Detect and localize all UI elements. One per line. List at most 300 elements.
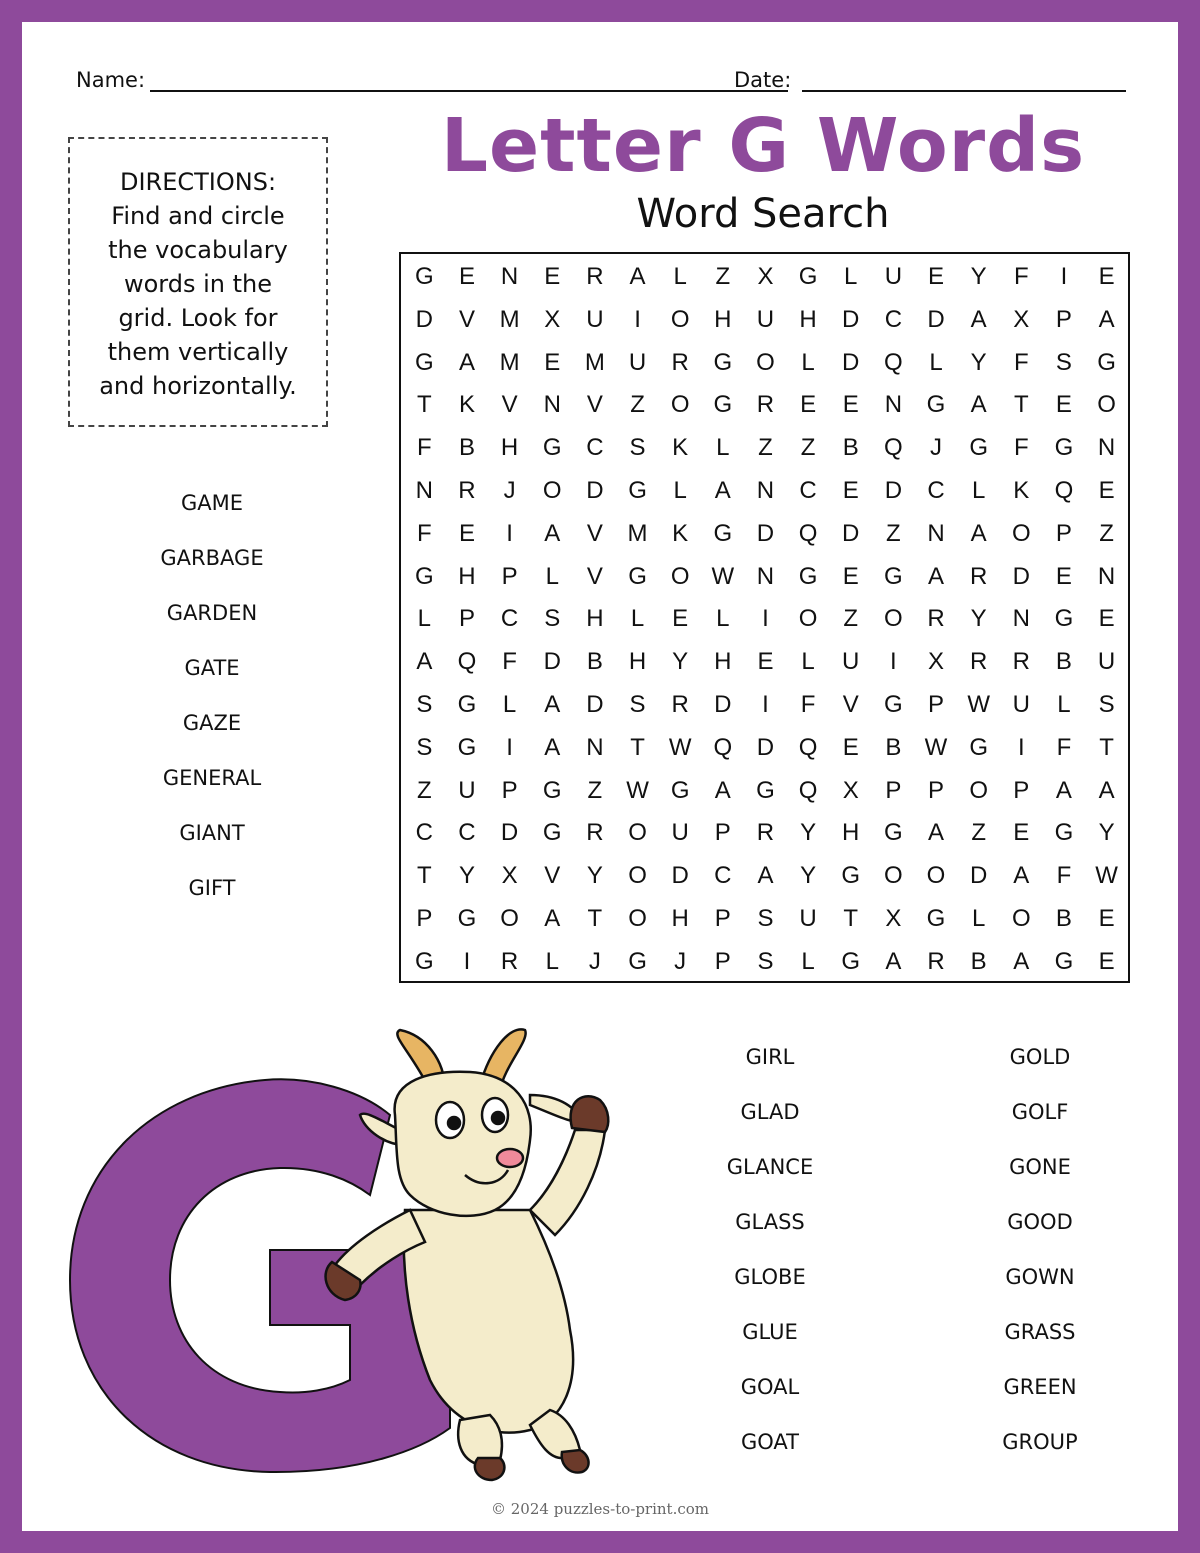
date-label: Date: xyxy=(734,68,792,92)
grid-cell[interactable]: I xyxy=(463,947,471,975)
word-search-grid xyxy=(399,252,1130,983)
grid-cell[interactable]: H xyxy=(458,562,476,590)
grid-cell[interactable]: P xyxy=(928,690,945,718)
grid-cell[interactable]: S xyxy=(757,904,774,932)
grid-cell[interactable]: V xyxy=(501,391,518,419)
grid-cell[interactable]: G xyxy=(414,947,434,975)
grid-cell[interactable]: P xyxy=(501,562,518,590)
grid-cell[interactable]: F xyxy=(1056,862,1072,890)
grid-cell[interactable]: P xyxy=(1055,305,1072,333)
grid-cell[interactable]: N xyxy=(884,391,903,419)
grid-cell[interactable]: G xyxy=(1054,947,1074,975)
grid-cell[interactable]: I xyxy=(762,605,769,633)
grid-cell[interactable]: C xyxy=(884,305,903,333)
grid-cell[interactable]: H xyxy=(671,904,689,932)
grid-cell[interactable]: G xyxy=(457,904,477,932)
grid-cell[interactable]: E xyxy=(544,263,561,290)
grid-cell[interactable]: E xyxy=(928,263,945,290)
grid-cell[interactable]: E xyxy=(1055,562,1072,590)
grid-cell[interactable]: D xyxy=(1012,562,1030,590)
grid-cell[interactable]: G xyxy=(713,391,733,419)
grid-cell[interactable]: W xyxy=(924,733,948,761)
grid-cell[interactable]: P xyxy=(501,776,518,804)
grid-cell[interactable]: G xyxy=(841,862,861,890)
word-list-item: GLUE xyxy=(742,1320,798,1344)
grid-cell[interactable]: E xyxy=(1098,263,1115,290)
grid-cell[interactable]: B xyxy=(1055,904,1072,932)
grid-cell[interactable]: A xyxy=(970,391,987,419)
grid-cell[interactable]: V xyxy=(586,391,603,419)
grid-cell[interactable]: N xyxy=(756,476,775,504)
grid-cell[interactable]: H xyxy=(628,648,647,676)
grid-cell[interactable]: S xyxy=(1098,690,1115,718)
grid-cell[interactable]: D xyxy=(756,733,775,761)
grid-cell[interactable]: K xyxy=(1013,476,1030,504)
grid-cell[interactable]: L xyxy=(801,348,815,376)
grid-cell[interactable]: A xyxy=(928,562,945,590)
grid-cell[interactable]: A xyxy=(885,947,902,975)
grid-cell[interactable]: N xyxy=(1097,562,1116,590)
grid-cell[interactable]: Y xyxy=(458,862,475,890)
grid-cell[interactable]: E xyxy=(842,562,859,590)
grid-cell[interactable]: Q xyxy=(1054,476,1074,504)
grid-cell[interactable]: E xyxy=(842,391,859,419)
grid-cell[interactable]: K xyxy=(672,519,689,547)
grid-cell[interactable]: E xyxy=(757,648,774,676)
grid-cell[interactable]: N xyxy=(927,519,945,547)
grid-cell[interactable]: R xyxy=(1012,648,1030,676)
grid-cell[interactable]: A xyxy=(970,305,987,333)
grid-cell[interactable]: G xyxy=(1054,434,1074,462)
grid-cell[interactable]: F xyxy=(1013,434,1029,462)
grid-cell[interactable]: L xyxy=(844,263,858,290)
grid-cell[interactable]: Y xyxy=(970,605,987,633)
grid-cell[interactable]: U xyxy=(1097,648,1116,676)
grid-cell[interactable]: R xyxy=(927,605,945,633)
grid-cell[interactable]: H xyxy=(842,819,860,847)
grid-cell[interactable]: E xyxy=(842,476,859,504)
grid-cell[interactable]: H xyxy=(586,605,604,633)
copyright-footer: © 2024 puzzles-to-print.com xyxy=(490,1500,710,1518)
grid-cell[interactable]: G xyxy=(969,733,988,761)
grid-cell[interactable]: R xyxy=(969,562,988,590)
grid-cell[interactable]: C xyxy=(927,476,945,504)
grid-cell[interactable]: O xyxy=(1097,391,1116,419)
grid-cell[interactable]: N xyxy=(500,263,519,290)
grid-cell[interactable]: I xyxy=(890,648,897,676)
grid-cell[interactable]: R xyxy=(586,263,604,290)
grid-cell[interactable]: B xyxy=(458,434,475,462)
grid-cell[interactable]: T xyxy=(1099,733,1114,761)
grid-cell[interactable]: Y xyxy=(672,648,689,676)
grid-cell[interactable]: G xyxy=(542,776,562,804)
grid-cell[interactable]: Y xyxy=(800,862,817,890)
grid-cell[interactable]: Z xyxy=(843,605,859,633)
grid-cell[interactable]: L xyxy=(801,947,815,975)
grid-cell[interactable]: E xyxy=(544,348,561,376)
grid-cell[interactable]: R xyxy=(756,819,775,847)
grid-cell[interactable]: Z xyxy=(1099,519,1114,547)
grid-cell[interactable]: P xyxy=(714,947,731,975)
grid-cell[interactable]: C xyxy=(586,434,604,462)
grid-cell[interactable]: G xyxy=(628,476,647,504)
grid-cell[interactable]: D xyxy=(671,862,689,890)
grid-cell[interactable]: W xyxy=(626,776,649,804)
grid-cell[interactable]: J xyxy=(588,947,601,975)
grid-cell[interactable]: Y xyxy=(970,263,987,290)
grid-cell[interactable]: G xyxy=(841,947,861,975)
grid-cell[interactable]: O xyxy=(756,348,775,376)
grid-cell[interactable]: I xyxy=(762,690,769,718)
grid-cell[interactable]: G xyxy=(926,391,946,419)
grid-cell[interactable]: B xyxy=(885,733,902,761)
grid-cell[interactable]: M xyxy=(627,519,648,547)
grid-cell[interactable]: B xyxy=(586,648,603,676)
grid-cell[interactable]: F xyxy=(1013,263,1029,290)
grid-cell[interactable]: L xyxy=(971,476,986,504)
grid-cell[interactable]: U xyxy=(842,648,860,676)
grid-cell[interactable]: A xyxy=(928,819,945,847)
letter-g-goat-icon xyxy=(60,1010,660,1490)
grid-cell[interactable]: M xyxy=(584,348,605,376)
grid-cell[interactable]: S xyxy=(629,434,646,462)
grid-cell[interactable]: A xyxy=(1098,776,1115,804)
grid-cell[interactable]: I xyxy=(506,733,513,761)
grid-cell[interactable]: G xyxy=(457,733,477,761)
grid-cell[interactable]: Z xyxy=(886,519,901,547)
grid-cell[interactable]: Q xyxy=(798,519,818,547)
grid-cell[interactable]: X xyxy=(1013,305,1030,333)
word-list-item: GOOD xyxy=(1007,1210,1073,1234)
grid-cell[interactable]: U xyxy=(799,904,817,932)
grid-cell[interactable]: Z xyxy=(971,819,986,847)
grid-cell[interactable]: A xyxy=(544,519,561,547)
grid-cell[interactable]: F xyxy=(800,690,816,718)
grid-cell[interactable]: O xyxy=(926,862,946,890)
grid-cell[interactable]: Y xyxy=(586,862,603,890)
grid-cell[interactable]: F xyxy=(416,519,432,547)
grid-cell[interactable]: N xyxy=(1012,605,1030,633)
grid-cell[interactable]: F xyxy=(416,434,432,462)
grid-cell[interactable]: A xyxy=(714,476,731,504)
grid-cell[interactable]: E xyxy=(458,519,475,547)
grid-cell[interactable]: E xyxy=(1055,391,1072,419)
grid-cell[interactable]: G xyxy=(457,690,477,718)
grid-cell[interactable]: G xyxy=(884,562,903,590)
grid-cell[interactable]: O xyxy=(670,391,690,419)
grid-cell[interactable]: D xyxy=(842,348,860,376)
grid-cell[interactable]: C xyxy=(458,819,476,847)
grid-cell[interactable]: N xyxy=(415,476,433,504)
grid-cell[interactable]: F xyxy=(1056,733,1072,761)
grid-cell[interactable]: V xyxy=(842,690,859,718)
grid-cell[interactable]: Q xyxy=(798,733,818,761)
grid-cell[interactable]: X xyxy=(757,263,774,290)
grid-cell[interactable]: Q xyxy=(457,648,477,676)
grid-cell[interactable]: G xyxy=(713,348,733,376)
grid-cell[interactable]: C xyxy=(415,819,433,847)
grid-cell[interactable]: B xyxy=(842,434,859,462)
grid-cell[interactable]: X xyxy=(885,904,902,932)
grid-cell[interactable]: P xyxy=(416,904,433,932)
grid-cell[interactable]: G xyxy=(670,776,690,804)
grid-cell[interactable]: C xyxy=(714,862,732,890)
grid-cell[interactable]: H xyxy=(714,305,732,333)
grid-cell[interactable]: P xyxy=(1013,776,1030,804)
grid-cell[interactable]: G xyxy=(628,947,647,975)
grid-cell[interactable]: P xyxy=(1055,519,1072,547)
grid-cell[interactable]: M xyxy=(499,348,520,376)
grid-cell[interactable]: C xyxy=(500,605,519,633)
word-list-item: GAME xyxy=(180,491,244,515)
grid-cell[interactable]: V xyxy=(544,862,561,890)
grid-cell[interactable]: D xyxy=(586,690,604,718)
grid-cell[interactable]: H xyxy=(799,305,817,333)
grid-cell[interactable]: V xyxy=(586,562,603,590)
grid-cell[interactable]: R xyxy=(927,947,945,975)
grid-cell[interactable]: W xyxy=(1095,862,1118,890)
grid-cell[interactable]: B xyxy=(1055,648,1072,676)
grid-cell[interactable]: Q xyxy=(884,434,903,462)
grid-cell[interactable]: A xyxy=(544,690,561,718)
grid-cell[interactable]: K xyxy=(672,434,689,462)
grid-cell[interactable]: S xyxy=(544,605,561,633)
grid-cell[interactable]: A xyxy=(458,348,475,376)
grid-cell[interactable]: I xyxy=(1017,733,1025,761)
grid-cell[interactable]: U xyxy=(628,348,647,376)
grid-cell[interactable]: D xyxy=(969,862,988,890)
grid-cell[interactable]: L xyxy=(417,605,431,633)
grid-cell[interactable]: O xyxy=(542,476,562,504)
grid-cell[interactable]: E xyxy=(842,733,859,761)
grid-cell[interactable]: X xyxy=(544,305,561,333)
grid-cell[interactable]: W xyxy=(967,690,990,718)
grid-cell[interactable]: L xyxy=(929,348,943,376)
grid-cell[interactable]: E xyxy=(672,605,689,633)
grid-cell[interactable]: L xyxy=(502,690,517,718)
grid-cell[interactable]: M xyxy=(499,305,520,333)
grid-cell[interactable]: G xyxy=(756,776,775,804)
grid-cell[interactable]: L xyxy=(545,562,559,590)
grid-cell[interactable]: Y xyxy=(970,348,987,376)
grid-cell[interactable]: T xyxy=(416,862,432,890)
grid-cell[interactable]: O xyxy=(1011,904,1031,932)
grid-cell[interactable]: A xyxy=(629,263,646,290)
grid-cell[interactable]: W xyxy=(711,562,735,590)
grid-cell[interactable]: P xyxy=(458,605,475,633)
grid-cell[interactable]: P xyxy=(714,904,731,932)
grid-cell[interactable]: A xyxy=(1013,862,1030,890)
grid-cell[interactable]: F xyxy=(1013,348,1029,376)
grid-cell[interactable]: L xyxy=(673,476,687,504)
grid-cell[interactable]: I xyxy=(634,305,641,333)
grid-cell[interactable]: D xyxy=(842,305,860,333)
grid-cell[interactable]: O xyxy=(670,562,690,590)
grid-cell[interactable]: D xyxy=(884,476,903,504)
grid-cell[interactable]: A xyxy=(1055,776,1072,804)
grid-cell[interactable]: G xyxy=(414,263,434,290)
grid-cell[interactable]: O xyxy=(500,904,519,932)
name-field[interactable] xyxy=(150,90,788,92)
grid-cell[interactable]: A xyxy=(970,519,987,547)
grid-cell[interactable]: I xyxy=(506,519,513,547)
grid-cell[interactable]: G xyxy=(1054,605,1074,633)
grid-cell[interactable]: L xyxy=(716,605,730,633)
grid-cell[interactable]: L xyxy=(1057,690,1071,718)
grid-cell[interactable]: R xyxy=(969,648,988,676)
grid-cell[interactable]: S xyxy=(629,690,646,718)
grid-cell[interactable]: O xyxy=(628,819,647,847)
grid-cell[interactable]: V xyxy=(586,519,603,547)
grid-cell[interactable]: D xyxy=(415,305,433,333)
grid-cell[interactable]: L xyxy=(673,263,687,290)
grid-cell[interactable]: V xyxy=(458,305,475,333)
grid-cell[interactable]: Q xyxy=(713,733,733,761)
grid-cell[interactable]: O xyxy=(628,862,647,890)
grid-cell[interactable]: O xyxy=(884,862,903,890)
grid-cell[interactable]: U xyxy=(1012,690,1030,718)
grid-cell[interactable]: T xyxy=(416,391,432,419)
grid-cell[interactable]: B xyxy=(970,947,987,975)
grid-cell[interactable]: Y xyxy=(800,819,817,847)
grid-cell[interactable]: E xyxy=(458,263,475,290)
grid-cell[interactable]: O xyxy=(969,776,988,804)
directions-line: and horizontally. xyxy=(99,372,297,400)
grid-cell[interactable]: L xyxy=(971,904,986,932)
grid-cell[interactable]: D xyxy=(586,476,604,504)
grid-cell[interactable]: H xyxy=(500,434,519,462)
grid-cell[interactable]: R xyxy=(500,947,519,975)
grid-cell[interactable]: O xyxy=(884,605,903,633)
grid-cell[interactable]: N xyxy=(1097,434,1116,462)
grid-cell[interactable]: N xyxy=(543,391,561,419)
grid-cell[interactable]: G xyxy=(628,562,647,590)
grid-cell[interactable]: A xyxy=(416,648,433,676)
grid-cell[interactable]: X xyxy=(928,648,945,676)
grid-cell[interactable]: I xyxy=(1060,263,1068,290)
grid-cell[interactable]: R xyxy=(756,391,775,419)
grid-cell[interactable]: E xyxy=(1098,476,1115,504)
grid-cell[interactable]: U xyxy=(458,776,476,804)
grid-cell[interactable]: G xyxy=(798,263,818,290)
grid-cell[interactable]: G xyxy=(884,819,903,847)
grid-cell[interactable]: P xyxy=(928,776,945,804)
grid-cell[interactable]: T xyxy=(587,904,603,932)
grid-cell[interactable]: U xyxy=(671,819,689,847)
grid-cell[interactable]: O xyxy=(1011,519,1031,547)
grid-cell[interactable]: J xyxy=(674,947,687,975)
grid-cell[interactable]: R xyxy=(586,819,604,847)
grid-cell[interactable]: J xyxy=(930,434,942,462)
grid-cell[interactable]: X xyxy=(842,776,859,804)
grid-cell[interactable]: G xyxy=(1097,348,1116,376)
grid-cell[interactable]: G xyxy=(713,519,733,547)
grid-cell[interactable]: O xyxy=(670,305,690,333)
grid-cell[interactable]: D xyxy=(500,819,519,847)
grid-cell[interactable]: E xyxy=(1098,904,1115,932)
grid-cell[interactable]: O xyxy=(798,605,818,633)
grid-cell[interactable]: L xyxy=(716,434,730,462)
grid-cell[interactable]: R xyxy=(671,348,689,376)
grid-cell[interactable]: R xyxy=(458,476,476,504)
grid-cell[interactable]: A xyxy=(757,862,774,890)
grid-cell[interactable]: G xyxy=(969,434,988,462)
grid-cell[interactable]: Z xyxy=(800,434,816,462)
grid-cell[interactable]: S xyxy=(416,690,433,718)
grid-cell[interactable]: J xyxy=(503,476,516,504)
grid-cell[interactable]: U xyxy=(756,305,775,333)
grid-cell[interactable]: Z xyxy=(715,263,731,290)
grid-cell[interactable]: D xyxy=(714,690,732,718)
grid-cell[interactable]: T xyxy=(843,904,859,932)
grid-cell[interactable]: E xyxy=(1098,605,1115,633)
grid-cell[interactable]: Y xyxy=(1098,819,1115,847)
grid-cell[interactable]: A xyxy=(544,733,561,761)
grid-cell[interactable]: D xyxy=(842,519,860,547)
grid-cell[interactable]: D xyxy=(543,648,561,676)
grid-cell[interactable]: D xyxy=(927,305,945,333)
grid-cell[interactable]: A xyxy=(714,776,731,804)
grid-cell[interactable]: Z xyxy=(587,776,603,804)
grid-cell[interactable]: E xyxy=(800,391,817,419)
grid-cell[interactable]: L xyxy=(630,605,645,633)
grid-cell[interactable]: Q xyxy=(884,348,903,376)
grid-cell[interactable]: S xyxy=(416,733,433,761)
grid-cell[interactable]: P xyxy=(885,776,902,804)
grid-cell[interactable]: R xyxy=(671,690,689,718)
grid-cell[interactable]: N xyxy=(586,733,604,761)
grid-cell[interactable]: G xyxy=(926,904,946,932)
grid-cell[interactable]: Z xyxy=(630,391,645,419)
grid-cell[interactable]: G xyxy=(542,819,562,847)
grid-cell[interactable]: K xyxy=(458,391,475,419)
grid-cell[interactable]: H xyxy=(714,648,732,676)
grid-cell[interactable]: S xyxy=(1055,348,1072,376)
grid-cell[interactable]: P xyxy=(714,819,731,847)
grid-cell[interactable]: C xyxy=(799,476,817,504)
grid-cell[interactable]: Z xyxy=(758,434,773,462)
grid-cell[interactable]: L xyxy=(545,947,559,975)
grid-cell[interactable]: F xyxy=(502,648,517,676)
grid-cell[interactable]: G xyxy=(798,562,818,590)
grid-cell[interactable]: Z xyxy=(416,776,432,804)
grid-cell[interactable]: X xyxy=(501,862,518,890)
grid-cell[interactable]: G xyxy=(414,562,434,590)
grid-cell[interactable]: A xyxy=(544,904,561,932)
grid-cell[interactable]: E xyxy=(1013,819,1030,847)
grid-cell[interactable]: G xyxy=(414,348,434,376)
grid-cell[interactable]: G xyxy=(884,690,903,718)
grid-cell[interactable]: G xyxy=(1054,819,1074,847)
date-field[interactable] xyxy=(802,90,1126,92)
grid-cell[interactable]: A xyxy=(1098,305,1115,333)
grid-cell[interactable]: E xyxy=(1098,947,1115,975)
grid-cell[interactable]: D xyxy=(756,519,775,547)
grid-cell[interactable]: L xyxy=(801,648,815,676)
grid-cell[interactable]: S xyxy=(757,947,774,975)
name-date-row xyxy=(76,66,1126,96)
grid-cell[interactable]: O xyxy=(628,904,647,932)
grid-cell[interactable]: U xyxy=(884,263,903,290)
grid-cell[interactable]: U xyxy=(586,305,604,333)
grid-cell[interactable]: G xyxy=(542,434,562,462)
grid-cell[interactable]: Q xyxy=(798,776,818,804)
grid-cell[interactable]: W xyxy=(668,733,692,761)
grid-cell[interactable]: A xyxy=(1013,947,1030,975)
grid-cell[interactable]: T xyxy=(1013,391,1029,419)
grid-cell[interactable]: N xyxy=(756,562,775,590)
grid-cell[interactable]: T xyxy=(630,733,645,761)
